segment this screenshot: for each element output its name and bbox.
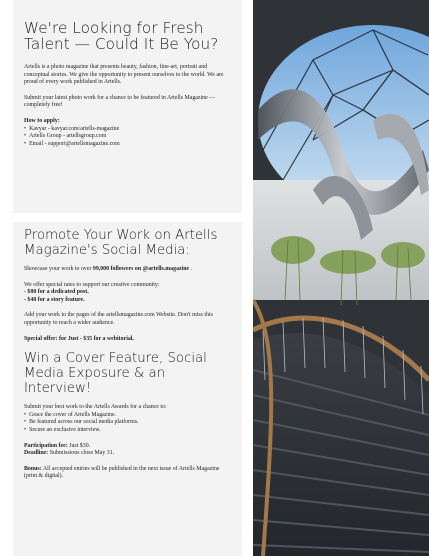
apply-item-kavyar: • Kavyar - kavyar.com/artells-magazine	[24, 126, 232, 134]
promote-card	[13, 222, 242, 556]
showcase-paragraph: Showcase your work to over 99,000 followers on @artells.magazine .	[24, 266, 193, 272]
award-item-social: • Be featured across our social media platforms.	[24, 419, 232, 427]
intro-paragraph: Artells is a photo magazine that presents beauty, fashion, fine-art, portrait and conceptual stories. We give the opportunity to present ourselves to the world. We are proud of every work published in Artells.	[24, 64, 224, 86]
awards-intro: Submit your best work to the Artells Awards for a chance to:	[24, 404, 167, 411]
promote-heading: Promote Your Work on Artells Magazine's Social Media:	[24, 228, 218, 258]
website-paragraph: Add your work to the pages of the artellsmagazine.com Website. Don't miss this opportunity to reach a wider audience.	[24, 312, 213, 326]
deadline-line: Deadline: Submissions close May 31.	[24, 450, 115, 457]
bonus-line: Bonus: All accepted entries will be published in the next issue of Artells Magazine (print & digital).	[24, 465, 220, 480]
atrium-photo	[253, 0, 429, 556]
awards-heading: Win a Cover Feature, Social Media Exposure & an Interview!	[24, 351, 207, 397]
fee-line: Participation fee: Just $30.	[24, 442, 91, 449]
recruit-card	[13, 0, 242, 213]
special-offer: Special offer: for Just - $35 for a webitorial.	[24, 335, 134, 342]
awards-list	[24, 412, 232, 435]
rate-story: - $40 for a story feature.	[24, 296, 85, 303]
apply-item-email: • Email - support@artellsmagazine.com	[24, 141, 232, 149]
submit-paragraph: Submit your latest photo work for a chance to be featured in Artells Magazine — completely free!	[24, 94, 216, 109]
apply-item-group: • Artells Group - artellsgroup.com	[24, 133, 232, 141]
award-item-interview: • Secure an exclusive interview.	[24, 427, 232, 435]
how-to-apply-label: How to apply:	[24, 117, 60, 124]
rate-post: - $80 for a dedicated post.	[24, 289, 89, 296]
rates-intro: We offer special rates to support our creative community:	[24, 281, 160, 288]
apply-list	[24, 126, 232, 149]
award-item-cover: • Grace the cover of Artells Magazine.	[24, 412, 232, 420]
atrium-illustration	[253, 0, 429, 556]
recruit-heading: We're Looking for Fresh Talent — Could It Be You?	[24, 19, 219, 53]
